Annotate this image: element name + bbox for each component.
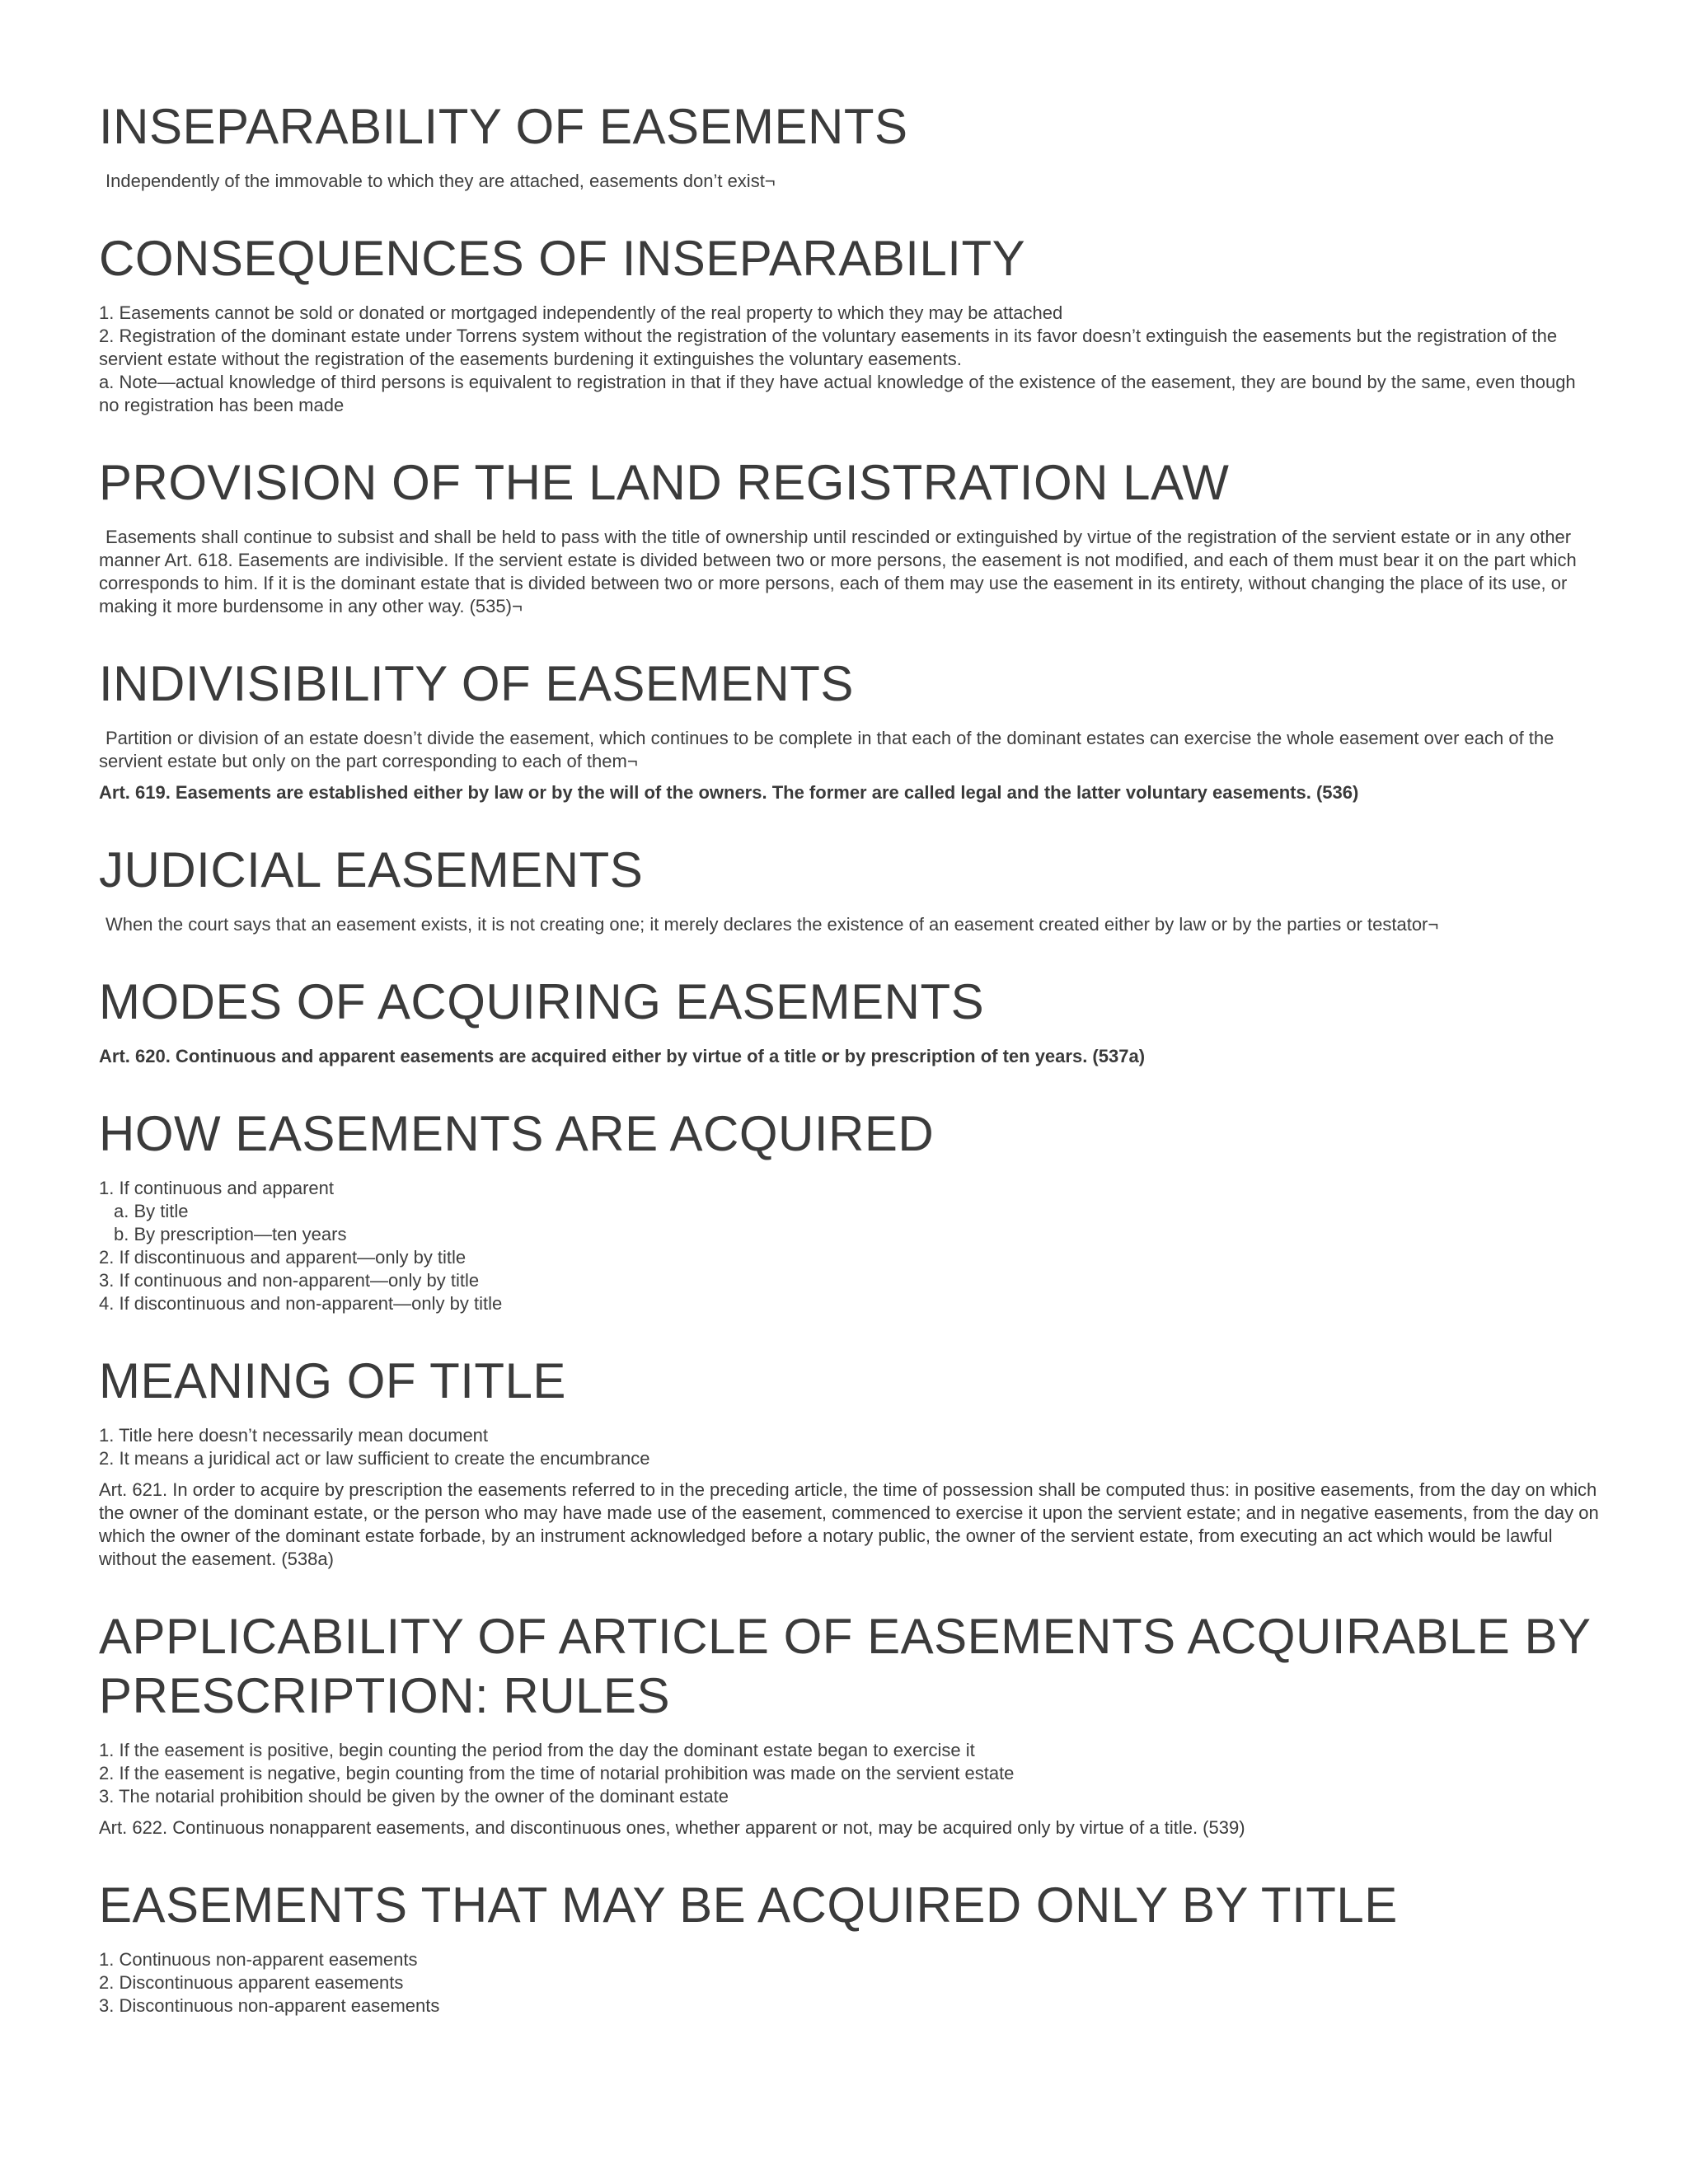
list-item: 1. If continuous and apparent bbox=[99, 1178, 334, 1198]
list-subitem: b. By prescription—ten years bbox=[114, 1224, 347, 1244]
heading-meaning-of-title: MEANING OF TITLE bbox=[99, 1353, 566, 1408]
paragraph-land-registration: Easements shall continue to subsist and shall be held to pass with the title of ownership until rescinded or extinguished by virtue of the registration of the servient estate or in any other manner Art. 618. Easements are indivisible. If the servient estate is divided between two or more persons, the easement is not modified, and each of them must bear it on the part which corresponds to him. If it is the dominant estate that is divided between two or more persons, each of them may use the easement in its entirety, without changing the place of its use, or making it more burdensome in any other way. (535)¬ bbox=[99, 527, 1577, 616]
applicability-list bbox=[99, 1739, 1599, 1808]
article-621: Art. 621. In order to acquire by prescription the easements referred to in the preceding article, the time of possession shall be computed thus: in positive easements, from the day on which the owner of the dominant estate, or the person who may have made use of the easement, commenced to exercise it upon the servient estate; and in negative easements, from the day on which the owner of the dominant estate forbade, by an instrument acknowledged before a notary public, the owner of the servient estate, from executing an act which would be lawful without the easement. (538a) bbox=[99, 1479, 1599, 1569]
meaning-list bbox=[99, 1424, 1599, 1470]
section-consequences bbox=[99, 229, 1599, 417]
list-item: 2. Registration of the dominant estate under Torrens system without the registration of the voluntary easements in its favor doesn’t extinguish the easements but the registration of the servient estate without the registration of the easements burdening it extinguishes the voluntary easements. bbox=[99, 326, 1558, 369]
section-modes bbox=[99, 972, 1599, 1068]
consequences-list bbox=[99, 302, 1599, 417]
only-by-title-list bbox=[99, 1948, 1599, 2018]
heading-indivisibility: INDIVISIBILITY OF EASEMENTS bbox=[99, 656, 854, 711]
article-622: Art. 622. Continuous nonapparent easements, and discontinuous ones, whether apparent or not, may be acquired only by virtue of a title. (539) bbox=[99, 1817, 1245, 1838]
heading-applicability: APPLICABILITY OF ARTICLE OF EASEMENTS ACQUIRABLE BY PRESCRIPTION: RULES bbox=[99, 1609, 1591, 1723]
list-item: 2. If discontinuous and apparent—only by title bbox=[99, 1247, 467, 1268]
section-inseparability bbox=[99, 97, 1599, 193]
list-item: 2. Discontinuous apparent easements bbox=[99, 1972, 404, 1993]
list-item: 4. If discontinuous and non-apparent—only by title bbox=[99, 1293, 503, 1314]
list-item: 3. If continuous and non-apparent—only by title bbox=[99, 1270, 480, 1291]
section-judicial bbox=[99, 841, 1599, 936]
how-acquired-list bbox=[99, 1177, 1599, 1315]
list-item: 2. If the easement is negative, begin counting from the time of notarial prohibition was made on the servient estate bbox=[99, 1763, 1015, 1783]
document-page bbox=[99, 97, 1599, 2018]
heading-consequences: CONSEQUENCES OF INSEPARABILITY bbox=[99, 231, 1026, 286]
list-item: 1. Title here doesn’t necessarily mean document bbox=[99, 1425, 489, 1446]
heading-how-acquired: HOW EASEMENTS ARE ACQUIRED bbox=[99, 1106, 935, 1161]
section-indivisibility bbox=[99, 654, 1599, 804]
heading-modes: MODES OF ACQUIRING EASEMENTS bbox=[99, 974, 985, 1029]
section-only-by-title bbox=[99, 1876, 1599, 2018]
heading-only-by-title: EASEMENTS THAT MAY BE ACQUIRED ONLY BY TITLE bbox=[99, 1877, 1398, 1933]
section-land-registration bbox=[99, 453, 1599, 618]
heading-land-registration: PROVISION OF THE LAND REGISTRATION LAW bbox=[99, 455, 1230, 510]
list-item: a. Note—actual knowledge of third persons is equivalent to registration in that if they have actual knowledge of the existence of the easement, they are bound by the same, even though no registration has been made bbox=[99, 372, 1576, 415]
heading-judicial: JUDICIAL EASEMENTS bbox=[99, 842, 644, 898]
article-620: Art. 620. Continuous and apparent easements are acquired either by virtue of a title or by prescription of ten years. (537a) bbox=[99, 1046, 1146, 1066]
paragraph-indivisibility: Partition or division of an estate doesn’t divide the easement, which continues to be complete in that each of the dominant estates can exercise the whole easement over each of the servient estate but only on the part corresponding to each of them¬ bbox=[99, 728, 1554, 771]
list-item: 3. The notarial prohibition should be given by the owner of the dominant estate bbox=[99, 1786, 729, 1807]
article-619: Art. 619. Easements are established either by law or by the will of the owners. The former are called legal and the latter voluntary easements. (536) bbox=[99, 782, 1359, 803]
list-item: 1. If the easement is positive, begin counting the period from the day the dominant estate began to exercise it bbox=[99, 1740, 975, 1760]
list-subitem: a. By title bbox=[114, 1201, 189, 1221]
section-how-acquired bbox=[99, 1104, 1599, 1315]
paragraph-inseparability: Independently of the immovable to which they are attached, easements don’t exist¬ bbox=[106, 171, 776, 191]
heading-inseparability: INSEPARABILITY OF EASEMENTS bbox=[99, 99, 908, 154]
section-meaning-of-title bbox=[99, 1352, 1599, 1571]
list-item: 2. It means a juridical act or law sufficient to create the encumbrance bbox=[99, 1448, 650, 1469]
list-item: 3. Discontinuous non-apparent easements bbox=[99, 1995, 440, 2016]
list-item: 1. Easements cannot be sold or donated or mortgaged independently of the real property to which they may be attached bbox=[99, 302, 1063, 323]
paragraph-judicial: When the court says that an easement exists, it is not creating one; it merely declares the existence of an easement created either by law or by the parties or testator¬ bbox=[106, 914, 1439, 935]
list-item: 1. Continuous non-apparent easements bbox=[99, 1949, 418, 1970]
section-applicability bbox=[99, 1607, 1599, 1840]
